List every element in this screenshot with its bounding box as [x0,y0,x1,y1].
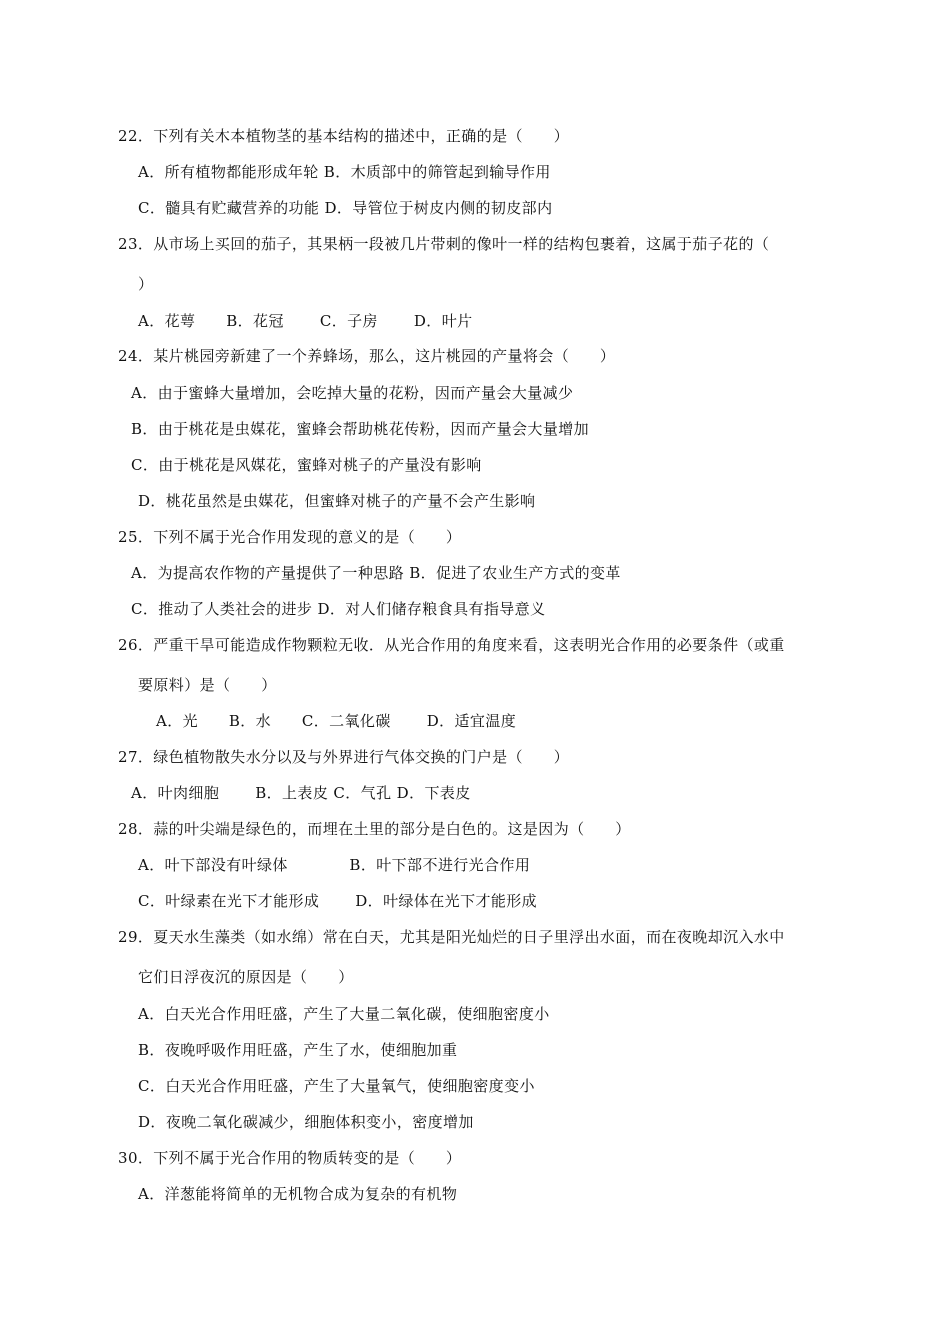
question-24-stem: 24．某片桃园旁新建了一个养蜂场，那么，这片桃园的产量将会（ ） [118,347,616,365]
question-30-stem: 30．下列不属于光合作用的物质转变的是（ ） [118,1149,462,1167]
question-29-option-b: B．夜晚呼吸作用旺盛，产生了水，使细胞加重 [138,1041,458,1059]
question-28-option-line-2: C．叶绿素在光下才能形成 D．叶绿体在光下才能形成 [138,892,538,910]
question-24-option-a: A．由于蜜蜂大量增加，会吃掉大量的花粉，因而产量会大量减少 [131,384,574,402]
question-25-option-line-2: C．推动了人类社会的进步 D．对人们储存粮食具有指导意义 [131,600,546,618]
question-28-option-line-1: A．叶下部没有叶绿体 B．叶下部不进行光合作用 [138,856,531,874]
question-22-stem: 22．下列有关木本植物茎的基本结构的描述中，正确的是（ ） [118,127,570,145]
question-25-option-line-1: A．为提高农作物的产量提供了一种思路 B．促进了农业生产方式的变革 [131,564,621,582]
question-23-stem: 23．从市场上买回的茄子，其果柄一段被几片带刺的像叶一样的结构包裹着，这属于茄子花的（ [118,235,770,253]
question-24-option-d: D．桃花虽然是虫媒花，但蜜蜂对桃子的产量不会产生影响 [138,492,536,510]
question-23-stem-continued: ） [138,275,154,293]
question-27-stem: 27．绿色植物散失水分以及与外界进行气体交换的门户是（ ） [118,748,570,766]
question-27-option-line-1: A．叶肉细胞 B．上表皮 C．气孔 D．下表皮 [131,784,471,802]
question-26-stem-continued: 要原料）是（ ） [138,676,277,694]
question-24-option-b: B．由于桃花是虫媒花，蜜蜂会帮助桃花传粉，因而产量会大量增加 [131,420,590,438]
question-29-stem-continued: 它们日浮夜沉的原因是（ ） [138,968,354,986]
question-23-option-line-1: A．花萼 B．花冠 C．子房 D．叶片 [138,312,473,330]
question-22-option-line-2: C．髓具有贮藏营养的功能 D．导管位于树皮内侧的韧皮部内 [138,199,553,217]
question-26-stem: 26．严重干旱可能造成作物颗粒无收．从光合作用的角度来看，这表明光合作用的必要条件（或重 [118,636,785,654]
question-29-option-c: C．白天光合作用旺盛，产生了大量氧气，使细胞密度变小 [138,1077,535,1095]
question-25-stem: 25．下列不属于光合作用发现的意义的是（ ） [118,528,462,546]
question-30-option-a: A．洋葱能将简单的无机物合成为复杂的有机物 [138,1185,458,1203]
question-24-option-c: C．由于桃花是风媒花，蜜蜂对桃子的产量没有影响 [131,456,482,474]
question-29-option-d: D．夜晚二氧化碳减少，细胞体积变小，密度增加 [138,1113,474,1131]
question-29-option-a: A．白天光合作用旺盛，产生了大量二氧化碳，使细胞密度小 [138,1005,550,1023]
question-28-stem: 28．蒜的叶尖端是绿色的，而埋在土里的部分是白色的。这是因为（ ） [118,820,631,838]
question-29-stem: 29．夏天水生藻类（如水绵）常在白天，尤其是阳光灿烂的日子里浮出水面，而在夜晚却沉入水中 [118,928,785,946]
question-22-option-line-1: A．所有植物都能形成年轮 B．木质部中的筛管起到输导作用 [138,163,551,181]
question-26-option-line-1: A．光 B．水 C．二氧化碳 D．适宜温度 [156,712,517,730]
